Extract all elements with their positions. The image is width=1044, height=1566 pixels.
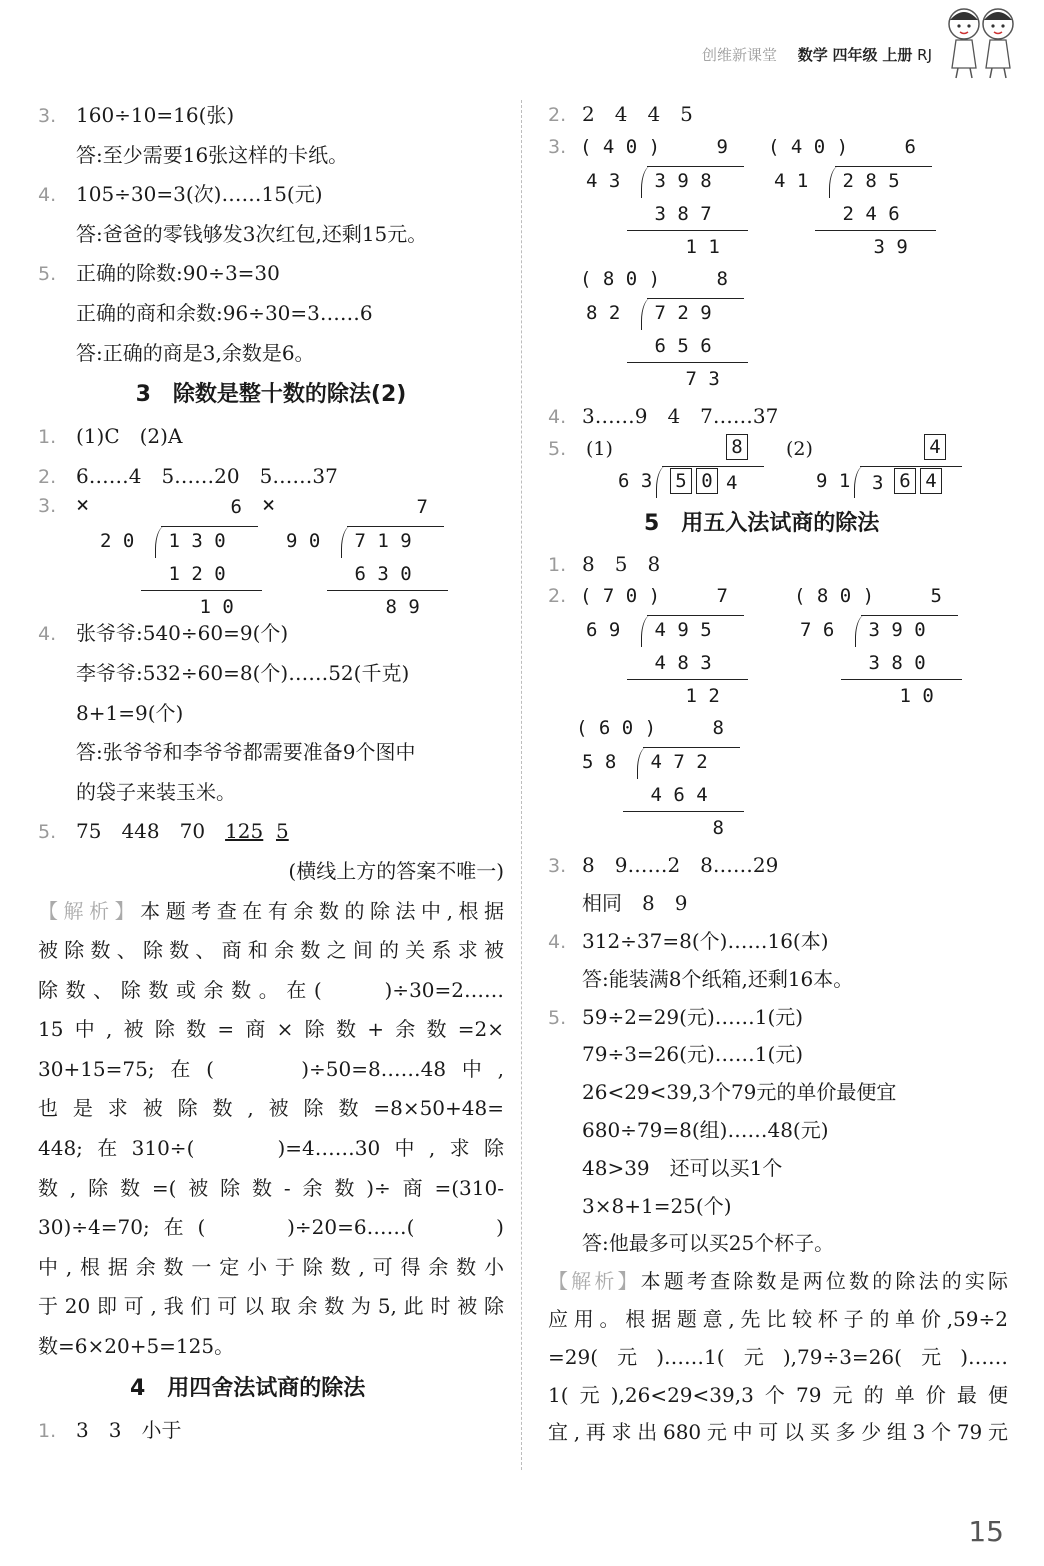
s5-question-4 xyxy=(548,923,1008,961)
answer-line: 26<29<39,3个79元的单价最便宜 xyxy=(582,1080,897,1105)
dividend: 2 8 5 xyxy=(842,169,900,192)
question-number: 4. xyxy=(548,405,567,428)
question-number: 5. xyxy=(38,821,57,844)
analysis-line: 宜,再求出680元中可以买多少组3个79元 xyxy=(548,1420,1008,1445)
quotient: 7 xyxy=(716,585,728,608)
answer-text: 75 448 70 xyxy=(76,819,226,844)
question-number: 1. xyxy=(38,426,57,449)
division-bar xyxy=(860,466,962,467)
part-label: (2) xyxy=(786,437,813,460)
subtraction-line xyxy=(841,679,963,680)
answer-text: 2 4 4 5 xyxy=(582,102,693,126)
divisor: 9 1 xyxy=(816,469,851,492)
r-question-2 xyxy=(548,96,1008,134)
part-label: (1) xyxy=(586,437,613,460)
subtraction-line xyxy=(327,590,449,591)
question-number: 1. xyxy=(38,1419,57,1442)
quotient: 7 xyxy=(416,496,428,519)
dividend: 4 7 2 xyxy=(650,751,708,774)
dividend-box: 5 xyxy=(670,468,692,494)
question-number: 5. xyxy=(548,437,567,460)
division-bracket xyxy=(829,166,839,198)
answer-text: 张爷爷:540÷60=9(个) xyxy=(76,621,289,646)
analysis-tag: 【解析】 xyxy=(548,1269,641,1294)
division-bracket xyxy=(155,526,165,558)
wrong-mark: × xyxy=(76,493,90,519)
divisor: 7 6 xyxy=(800,619,835,642)
answer-line: 答:能装满8个纸箱,还剩16本。 xyxy=(582,966,854,991)
product: 6 5 6 xyxy=(654,334,712,357)
remainder: 8 xyxy=(712,817,724,840)
analysis-line: 除数、除数或余数。在( )÷30=2…… xyxy=(38,977,504,1002)
analysis-text: 本题考查除数是两位数的除法的实际 xyxy=(640,1269,1008,1294)
dividend: 3 9 8 xyxy=(654,169,712,192)
quotient: 8 xyxy=(712,717,724,740)
section-title-4: 4 用四舍法试商的除法 xyxy=(130,1375,366,1401)
right-column xyxy=(548,96,1008,1452)
answer-line: 相同 8 9 xyxy=(582,891,688,916)
question-number: 5. xyxy=(38,263,57,286)
wrong-mark: × xyxy=(262,493,276,519)
answer-note: (横线上方的答案不唯一) xyxy=(288,858,504,883)
analysis-line xyxy=(38,892,504,932)
answer-text: 6……4 5……20 5……37 xyxy=(76,463,338,488)
s4-question-1 xyxy=(38,1411,504,1451)
remainder: 1 1 xyxy=(685,235,720,258)
answer-line: 答:爸爸的零钱够发3次红包,还剩15元。 xyxy=(76,221,428,246)
question-number: 2. xyxy=(548,104,567,126)
division-bracket xyxy=(341,526,351,558)
s3-question-4 xyxy=(38,614,504,654)
divisor: 4 3 xyxy=(586,169,621,192)
s3-question-5 xyxy=(38,812,504,852)
divisor: 9 0 xyxy=(286,530,321,553)
estimate: ( 4 0 ) xyxy=(580,135,661,158)
s5-question-2 xyxy=(548,583,1008,847)
remainder: 1 0 xyxy=(899,685,934,708)
column-divider xyxy=(521,100,522,1470)
r-question-4 xyxy=(548,398,1008,436)
product: 6 3 0 xyxy=(354,563,412,586)
dividend: 1 3 0 xyxy=(168,530,226,553)
estimate: ( 6 0 ) xyxy=(576,717,657,740)
s3-question-3 xyxy=(38,493,504,619)
question-number: 3. xyxy=(548,855,567,878)
remainder: 1 0 xyxy=(199,596,234,619)
left-column xyxy=(38,96,504,1450)
analysis-line: 448;在310÷( )=4……30中,求除 xyxy=(38,1136,504,1161)
r-question-5 xyxy=(548,436,1008,502)
estimate: ( 8 0 ) xyxy=(580,267,661,290)
remainder: 1 2 xyxy=(685,685,720,708)
question-number: 1. xyxy=(548,553,567,576)
edition: RJ xyxy=(917,46,932,64)
divisor: 6 9 xyxy=(586,619,621,642)
answer-line: 答:至少需要16张这样的卡纸。 xyxy=(76,142,349,167)
r-question-3 xyxy=(548,134,1008,398)
answer-line: 的袋子来装玉米。 xyxy=(76,779,236,804)
question-3 xyxy=(38,96,504,136)
answer-line xyxy=(548,999,1008,1037)
question-number: 2. xyxy=(548,585,567,608)
analysis-line: 30)÷4=70;在( )÷20=6……( ) xyxy=(38,1215,504,1240)
remainder: 7 3 xyxy=(685,367,720,390)
product: 2 4 6 xyxy=(842,202,900,225)
analysis-tag: 【解析】 xyxy=(38,898,141,923)
page-number: 15 xyxy=(968,1515,1004,1548)
product: 4 8 3 xyxy=(654,652,712,675)
answer-line: 8+1=9(个) xyxy=(76,700,184,725)
division-bracket xyxy=(854,466,864,498)
subtraction-line xyxy=(627,679,749,680)
dividend-box: 6 xyxy=(894,468,916,494)
answer-line: 48>39 还可以买1个 xyxy=(582,1155,783,1180)
product: 3 8 0 xyxy=(868,652,926,675)
analysis-line: 应用。根据题意,先比较杯子的单价,59÷2 xyxy=(548,1306,1008,1331)
answer-line: 680÷79=8(组)……48(元) xyxy=(582,1117,829,1142)
answer-line: 正确的商和余数:96÷30=3……6 xyxy=(76,300,373,325)
division-bracket xyxy=(637,747,647,779)
product: 1 2 0 xyxy=(168,563,226,586)
expression: 105÷30=3(次)……15(元) xyxy=(76,182,323,207)
analysis-line: 被除数、除数、商和余数之间的关系求被 xyxy=(38,938,504,963)
analysis-line: 中,根据余数一定小于除数,可得余数小 xyxy=(38,1254,504,1279)
analysis-line: =29(元)……1(元),79÷3=26(元)…… xyxy=(548,1344,1008,1369)
subtraction-line xyxy=(627,230,749,231)
division-bracket xyxy=(641,298,651,330)
question-number: 3. xyxy=(38,495,57,518)
volume: 上册 xyxy=(882,46,913,64)
subtraction-line xyxy=(623,811,745,812)
dividend-box: 0 xyxy=(696,468,718,494)
analysis-line: 也是求被除数,被除数=8×50+48= xyxy=(38,1096,504,1121)
grade: 四年级 xyxy=(832,46,878,64)
division-bracket xyxy=(641,166,651,198)
quotient: 6 xyxy=(904,135,916,158)
quotient: 9 xyxy=(716,135,728,158)
answer-text: 3 3 小于 xyxy=(76,1417,182,1442)
division-bracket xyxy=(855,615,865,647)
page-header xyxy=(702,44,932,65)
quotient-box: 4 xyxy=(924,434,946,460)
question-number: 3. xyxy=(38,105,57,127)
dividend-box: 4 xyxy=(920,468,942,494)
analysis-block xyxy=(548,1263,1008,1452)
question-number: 4. xyxy=(548,930,567,953)
question-number: 4. xyxy=(38,184,57,207)
quotient: 5 xyxy=(930,585,942,608)
answer-text: 8 5 8 xyxy=(582,551,661,576)
analysis-line: 15中,被除数=商×除数+余数=2× xyxy=(38,1017,504,1042)
answer-line: 李爷爷:532÷60=8(个)……52(千克) xyxy=(76,660,410,685)
analysis-line xyxy=(548,1263,1008,1301)
answer-text: 8 9……2 8……29 xyxy=(582,853,779,878)
question-5 xyxy=(38,254,504,294)
kids-mascot-icon xyxy=(934,2,1030,80)
estimate: ( 7 0 ) xyxy=(580,585,661,608)
divisor: 5 8 xyxy=(582,751,617,774)
answer-text: (1)C (2)A xyxy=(76,424,183,449)
dividend: 7 2 9 xyxy=(654,301,712,324)
product: 3 8 7 xyxy=(654,202,712,225)
analysis-line: 于20即可,我们可以取余数为5,此时被除 xyxy=(38,1294,504,1319)
dividend-digit: 3 xyxy=(872,471,884,494)
answer-line: 答:张爷爷和李爷爷都需要准备9个图中 xyxy=(76,740,416,765)
divisor: 6 3 xyxy=(618,469,653,492)
analysis-line: 30+15=75;在( )÷50=8……48中, xyxy=(38,1056,504,1081)
spacer xyxy=(263,819,276,843)
answer-text: 59÷2=29(元)……1(元) xyxy=(582,1004,804,1029)
subject: 数学 xyxy=(797,46,828,64)
analysis-line: 数,除数=(被除数-余数)÷商=(310- xyxy=(38,1175,504,1200)
subtraction-line xyxy=(815,230,937,231)
section-title-3: 3 除数是整十数的除法(2) xyxy=(135,382,407,408)
answer-text: 正确的除数:90÷3=30 xyxy=(76,261,280,286)
division-bracket xyxy=(656,466,666,498)
quotient-box: 8 xyxy=(726,434,748,460)
question-4 xyxy=(38,175,504,215)
answer-text: 3……9 4 7……37 xyxy=(582,403,779,428)
question-number: 3. xyxy=(548,135,567,158)
underlined-answer: 125 xyxy=(225,819,264,844)
analysis-line: 数=6×20+5=125。 xyxy=(38,1334,235,1359)
s5-question-1 xyxy=(548,546,1008,584)
dividend-digit: 4 xyxy=(726,471,738,494)
divisor: 4 1 xyxy=(774,169,809,192)
quotient: 8 xyxy=(716,267,728,290)
answer-line: 79÷3=26(元)……1(元) xyxy=(582,1042,804,1067)
answer-line: 3×8+1=25(个) xyxy=(582,1193,732,1218)
answer-line: 答:正确的商是3,余数是6。 xyxy=(76,340,315,365)
analysis-text: 本题考查在有余数的除法中,根据 xyxy=(140,898,504,923)
dividend: 3 9 0 xyxy=(868,619,926,642)
section-title-5: 5 用五入法试商的除法 xyxy=(644,510,880,536)
remainder: 8 9 xyxy=(385,596,420,619)
dividend: 7 1 9 xyxy=(354,530,412,553)
subtraction-line xyxy=(627,362,749,363)
product: 4 6 4 xyxy=(650,784,708,807)
estimate: ( 8 0 ) xyxy=(794,585,875,608)
quotient: 6 xyxy=(230,496,242,519)
division-bar xyxy=(662,466,764,467)
s5-question-3 xyxy=(548,847,1008,885)
underlined-answer: 5 xyxy=(275,819,289,844)
question-number: 2. xyxy=(38,465,57,488)
dividend: 4 9 5 xyxy=(654,619,712,642)
analysis-block xyxy=(38,892,504,1367)
division-bracket xyxy=(641,615,651,647)
s5-question-5 xyxy=(548,999,1008,1264)
answer-text: 312÷37=8(个)……16(本) xyxy=(582,928,829,953)
divisor: 8 2 xyxy=(586,301,621,324)
question-number: 5. xyxy=(548,1006,567,1029)
estimate: ( 4 0 ) xyxy=(768,135,849,158)
divisor: 2 0 xyxy=(100,530,135,553)
brand-name: 创维新课堂 xyxy=(701,46,777,64)
analysis-line: 1(元),26<29<39,3个79元的单价最便 xyxy=(548,1382,1008,1407)
question-number: 4. xyxy=(38,623,57,646)
subtraction-line xyxy=(141,590,263,591)
s3-question-1 xyxy=(38,417,504,457)
expression: 160÷10=16(张) xyxy=(76,103,235,127)
remainder: 3 9 xyxy=(873,235,908,258)
answer-line: 答:他最多可以买25个杯子。 xyxy=(582,1231,835,1256)
